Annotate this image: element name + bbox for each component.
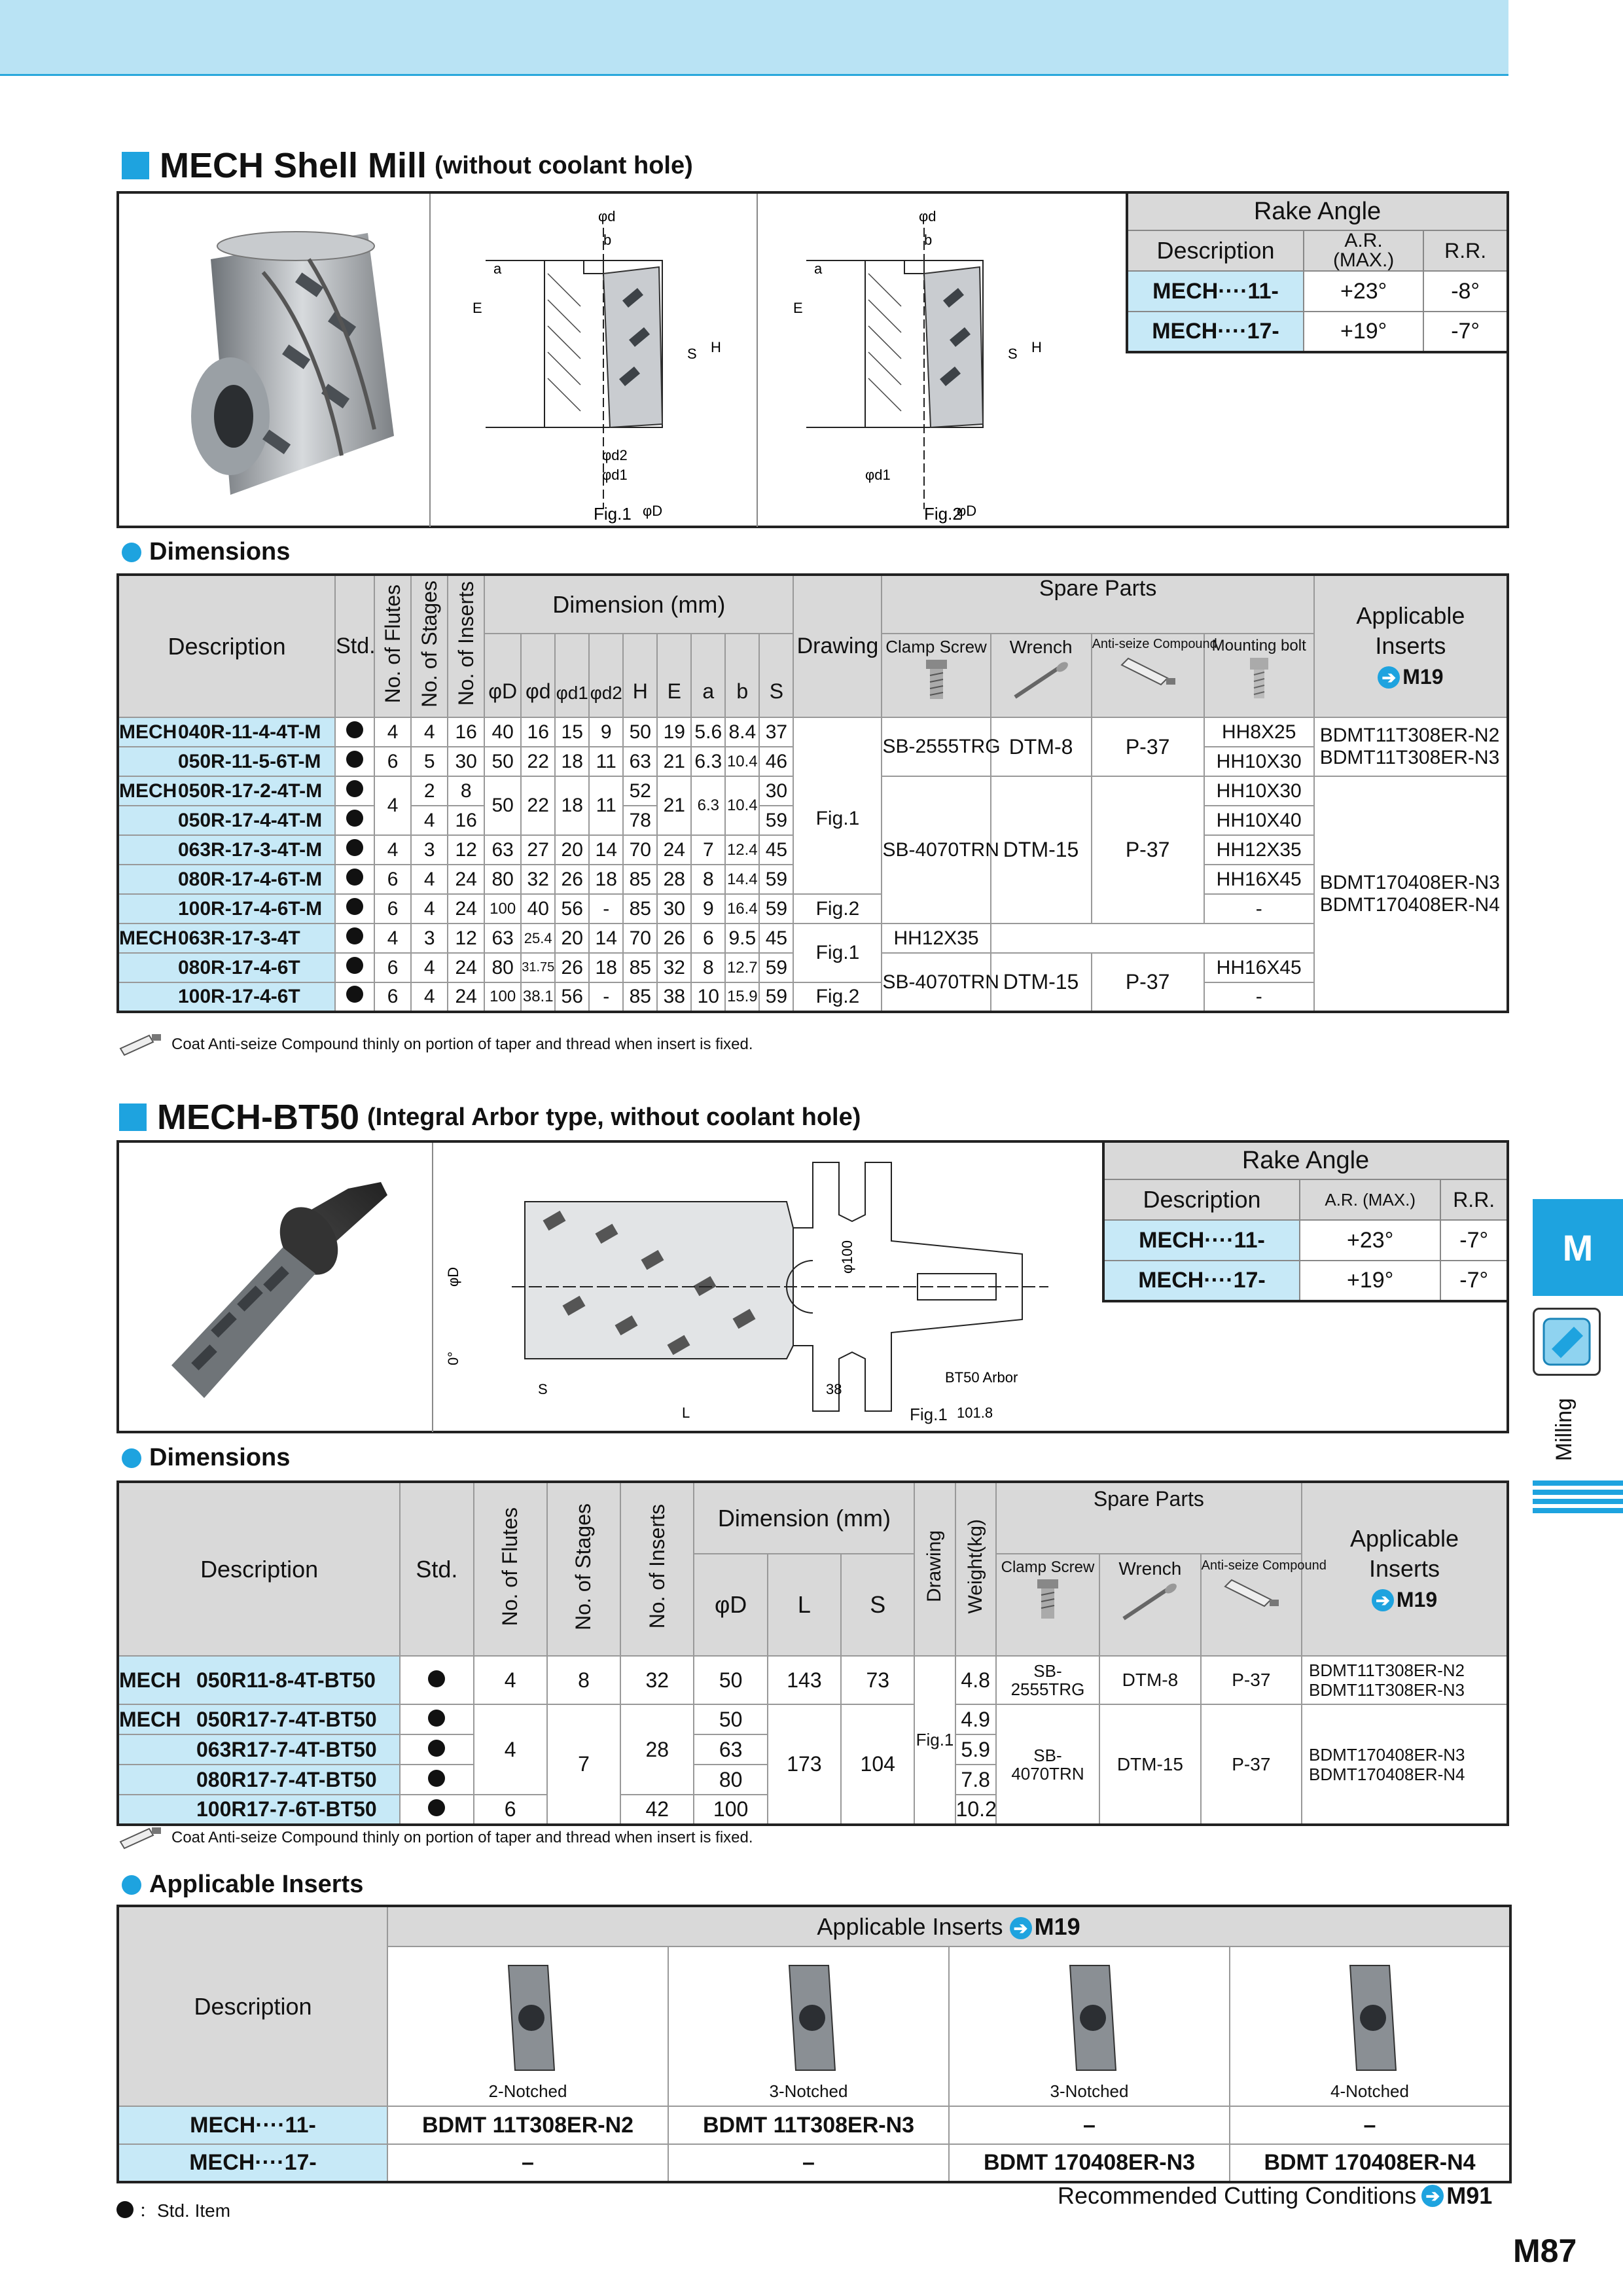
arrow-icon: ➔ (1421, 2185, 1444, 2207)
fig2-b-label: b (924, 232, 933, 248)
anti-seize-tube-icon (1115, 652, 1181, 698)
fig1-phi-d-label: φd (598, 208, 616, 224)
section-title: MECH Shell Mill (160, 146, 427, 185)
mounting-bolt-icon (1245, 655, 1274, 701)
section-marker (122, 152, 149, 179)
col-dimension: Dimension (mm) (484, 575, 793, 634)
col-applicable-inserts: Applicable Inserts ➔ M19 (1302, 1482, 1508, 1656)
fig1-s-label: S (687, 346, 697, 362)
anti-seize-tube-icon (116, 1029, 169, 1060)
dimensions-heading-1: Dimensions (122, 538, 290, 566)
insert-image-3-notched (1057, 1959, 1122, 2077)
bt50-1018-label: 101.8 (957, 1405, 993, 1421)
section-title-bt50: MECH-BT50 (Integral Arbor type, without coolant hole) (119, 1097, 861, 1138)
fig2-a-label: a (814, 260, 823, 277)
fig1-D-label: φD (643, 503, 663, 519)
col-drawing: Drawing (923, 1530, 946, 1603)
side-label-milling: Milling (1551, 1397, 1577, 1462)
col-description: Description (118, 575, 335, 717)
insert-image-4-notched (1337, 1959, 1402, 2077)
bt50-38-label: 38 (826, 1381, 842, 1397)
ins-title: Applicable Inserts ➔ M19 (387, 1906, 1510, 1946)
fig2-phi-d-label: φd (919, 208, 936, 224)
col-stages: No. of Stages (571, 1503, 596, 1630)
col-clamp-screw: Clamp Screw (882, 634, 990, 717)
col-inserts: No. of Inserts (645, 1504, 669, 1629)
col-anti-seize: Anti-seize Compound (1092, 634, 1204, 717)
recommended-cutting-link[interactable]: Recommended Cutting Conditions ➔ M91 (1058, 2182, 1493, 2209)
fig2-d1-label: φd1 (865, 467, 891, 483)
col-spare-parts: Spare Parts (996, 1482, 1302, 1554)
side-tab-m[interactable]: M (1533, 1199, 1623, 1296)
rake-angle-table-1 (1126, 191, 1509, 353)
col-phiD: φD (694, 1554, 767, 1656)
std-item-icon (428, 1770, 445, 1787)
dimensions-table-bt50: Description Std. No. of Flutes No. of Stages No. of Inserts Dimension (mm) Drawing Weight(kg) Spare Parts Applicable Inserts ➔ M19 φD L S Clamp Screw Wrench Anti-seize Compound MECH 050R11-8-4T-BT50 4 8 32 50 143 73 Fig.1 4.8 SB- 2555TRG DTM-8 P-37 BDMT11T308ER-N2 BDMT11T308ER-N3 MECH 050R17-7-4T-BT50 4 7 28 50 173 104 4.9 SB- 4070TRN DTM-15 P-37 BDMT170408ER-N3 BDMT170408ER-N4 063R17-7-4T-BT50 63 5.9 080R17-7-4T-BT50 80 7.8 100R17-7-6T-BT50 6 42 100 10.2 (116, 1480, 1509, 1826)
rake-row-desc: MECH····11- (1127, 271, 1304, 312)
col-drawing: Drawing (793, 575, 882, 717)
col-mounting-bolt: Mounting bolt (1204, 634, 1314, 717)
applicable-inserts-table: Description Applicable Inserts ➔ M19 2-Notched 3-Notched 3-Notched 4-Notched MECH····11- BDMT 11T308ER-N2 BDMT 11T308ER-N3 – – MECH····17- – – BDMT 170408ER-N3 BDMT 170408ER-N4 (116, 1905, 1512, 2183)
std-item-icon (346, 839, 363, 856)
applicable-inserts-heading: Applicable Inserts (122, 1871, 363, 1899)
col-clamp-screw: Clamp Screw (996, 1554, 1099, 1656)
col-spare-parts: Spare Parts (882, 575, 1313, 634)
fig1-caption: Fig.1 (594, 504, 632, 524)
wrench-icon (1117, 1579, 1183, 1625)
col-weight: Weight(kg) (964, 1519, 986, 1614)
col-anti-seize: Anti-seize Compound (1201, 1554, 1302, 1656)
fig1-h-label: H (711, 339, 721, 355)
dimensions-table-shell-mill: Description Std. No. of Flutes No. of Stages No. of Inserts Dimension (mm) Drawing Spare Parts Applicable Inserts ➔ M19 φD φd φd1 φd2 H E a b S Clamp Screw Wrench Anti-seize Compound Mounting bolt MECH040R-11-4-4T-M 4 4 16 40 16 15 9 50 19 5.6 8.4 37 Fig.1 SB-2555TRG DTM-8 P-37 HH8X25 BDMT11T308ER-N2 BDMT11T308ER-N3 050R-11-5-6T-M 6 5 30 50 22 18 11 63 21 6.3 10.4 46 HH10X30 MECH050R-17-2-4T-M 4 2 8 50 22 18 11 52 21 6.3 10.4 30 SB-4070TRN DTM-15 P-37 HH10X30 BDMT170408ER-N3 BDMT170408ER-N4 050R-17-4-4T-M 4 16 78 59 HH10X40 063R-17-3-4T-M 4 3 12 63 27 20 14 70 24 7 12.4 45 HH12X35 080R-17-4-6T-M 6 4 24 80 32 26 18 85 28 8 14.4 59 HH16X45 100R-17-4-6T-M 6 4 24 100 40 56 - 85 30 9 16.4 59 Fig.2 - MECH063R-17-3-4T 4 3 12 63 25.4 20 14 70 26 6 9.5 45 Fig.1 HH12X35 080R-17-4-6T 6 4 24 80 31.75 26 18 85 32 8 12.7 59 SB-4070TRN DTM-15 P-37 HH16X45 100R-17-4-6T 6 4 24 100 38.1 56 - 85 38 10 15.9 59 Fig.2 - (116, 573, 1509, 1013)
arrow-icon: ➔ (1010, 1917, 1032, 1939)
std-item-icon (346, 869, 363, 886)
col-description: Description (118, 1482, 400, 1656)
insert-image-3-notched (776, 1959, 842, 2077)
fig2-h-label: H (1031, 339, 1042, 355)
table-row-desc: MECH040R-11-4-4T-M (118, 717, 335, 747)
rake-title: Rake Angle (1127, 192, 1508, 230)
bt50-arbor-label: BT50 Arbor (945, 1369, 1018, 1386)
bt50-phi100-label: φ100 (839, 1240, 855, 1274)
fig1-d1-label: φd1 (602, 467, 628, 483)
col-wrench: Wrench (1099, 1554, 1200, 1656)
rake-row-rr: -8° (1423, 271, 1508, 312)
bt50-zero-label: 0° (445, 1351, 461, 1365)
col-inserts: No. of Inserts (454, 581, 478, 706)
wrench-icon (1008, 658, 1074, 704)
std-item-icon (428, 1740, 445, 1757)
fig1-a-label: a (493, 260, 502, 277)
fig2-caption: Fig.2 (924, 504, 962, 524)
bt50-l-label: L (682, 1405, 690, 1421)
fig2-s-label: S (1008, 346, 1018, 362)
std-item-icon (428, 1670, 445, 1687)
std-item-legend: ：Std. Item (116, 2197, 230, 2223)
std-item-icon (346, 751, 363, 768)
rake-row-rr: -7° (1423, 312, 1508, 352)
col-flutes: No. of Flutes (498, 1507, 522, 1626)
col-d1: φd1 (555, 634, 589, 717)
col-d2: φd2 (589, 634, 623, 717)
std-item-icon (346, 927, 363, 944)
fig2-drawing (767, 202, 1061, 522)
page-number: M87 (1513, 2233, 1577, 2269)
std-item-icon (346, 810, 363, 827)
fig2-e-label: E (793, 300, 803, 316)
fig1-drawing (446, 202, 754, 522)
std-item-icon (428, 1710, 445, 1727)
rake-angle-table-2: Rake Angle Description A.R. (MAX.) R.R. MECH····11- +23° -7° MECH····17- +19° -7° (1102, 1140, 1509, 1302)
col-std: Std. (400, 1482, 473, 1656)
fig1-b-label: b (603, 232, 612, 248)
section-marker (119, 1103, 147, 1131)
rake-col-ar: A.R. (MAX.) (1304, 230, 1423, 271)
anti-seize-note-2: Coat Anti-seize Compound thinly on portion of taper and thread when insert is fixed. (116, 1822, 753, 1854)
shell-mill-product-image (132, 220, 420, 501)
std-item-icon (428, 1799, 445, 1816)
col-phid: φd (521, 634, 555, 717)
dimensions-heading-2: Dimensions (122, 1444, 290, 1472)
col-b: b (725, 634, 759, 717)
col-S: S (841, 1554, 914, 1656)
col-dimension: Dimension (mm) (694, 1482, 914, 1554)
anti-seize-tube-icon (116, 1822, 169, 1854)
col-H: H (623, 634, 657, 717)
col-L: L (768, 1554, 841, 1656)
std-item-icon (346, 986, 363, 1003)
rake-row-ar: +23° (1304, 271, 1423, 312)
rake-col-desc: Description (1127, 230, 1304, 271)
clamp-screw-icon (922, 657, 951, 703)
col-a: a (691, 634, 725, 717)
fig1-d2-label: φd2 (602, 447, 628, 463)
std-item-icon (346, 721, 363, 738)
col-flutes: No. of Flutes (380, 584, 404, 704)
col-wrench: Wrench (991, 634, 1092, 717)
fig1-e-label: E (473, 300, 482, 316)
std-item-icon (116, 2201, 134, 2218)
insert-image-2-notched (495, 1959, 561, 2077)
rake-row-ar: +19° (1304, 312, 1423, 352)
bt50-phiD-label: φD (445, 1266, 461, 1287)
std-item-icon (346, 780, 363, 797)
col-applicable-inserts: Applicable Inserts ➔ M19 (1314, 575, 1508, 717)
std-item-icon (346, 898, 363, 915)
rake-col-rr: R.R. (1423, 230, 1508, 271)
anti-seize-note-1: Coat Anti-seize Compound thinly on portion of taper and thread when insert is fixed. (116, 1029, 753, 1060)
milling-icon (1533, 1308, 1601, 1376)
ins-col-description: Description (118, 1906, 387, 2106)
arrow-icon: ➔ (1378, 666, 1400, 689)
bt50-fig1-caption: Fig.1 (910, 1405, 948, 1424)
col-phiD: φD (484, 634, 521, 717)
side-stripes (1533, 1480, 1623, 1513)
bt50-product-image (132, 1156, 427, 1418)
col-E: E (657, 634, 691, 717)
col-std: Std. (335, 575, 374, 717)
fig2-D-label: φD (957, 503, 977, 519)
col-S: S (759, 634, 793, 717)
section-title-shell-mill (122, 145, 693, 186)
clamp-screw-icon (1033, 1577, 1062, 1623)
std-item-icon (346, 957, 363, 974)
section-subtitle: (without coolant hole) (435, 151, 693, 179)
bt50-s-label: S (538, 1381, 548, 1397)
col-stages: No. of Stages (417, 580, 441, 708)
arrow-icon: ➔ (1372, 1589, 1394, 1611)
anti-seize-tube-icon (1219, 1573, 1284, 1619)
rake-row-desc: MECH····17- (1127, 312, 1304, 352)
top-banner (0, 0, 1508, 76)
